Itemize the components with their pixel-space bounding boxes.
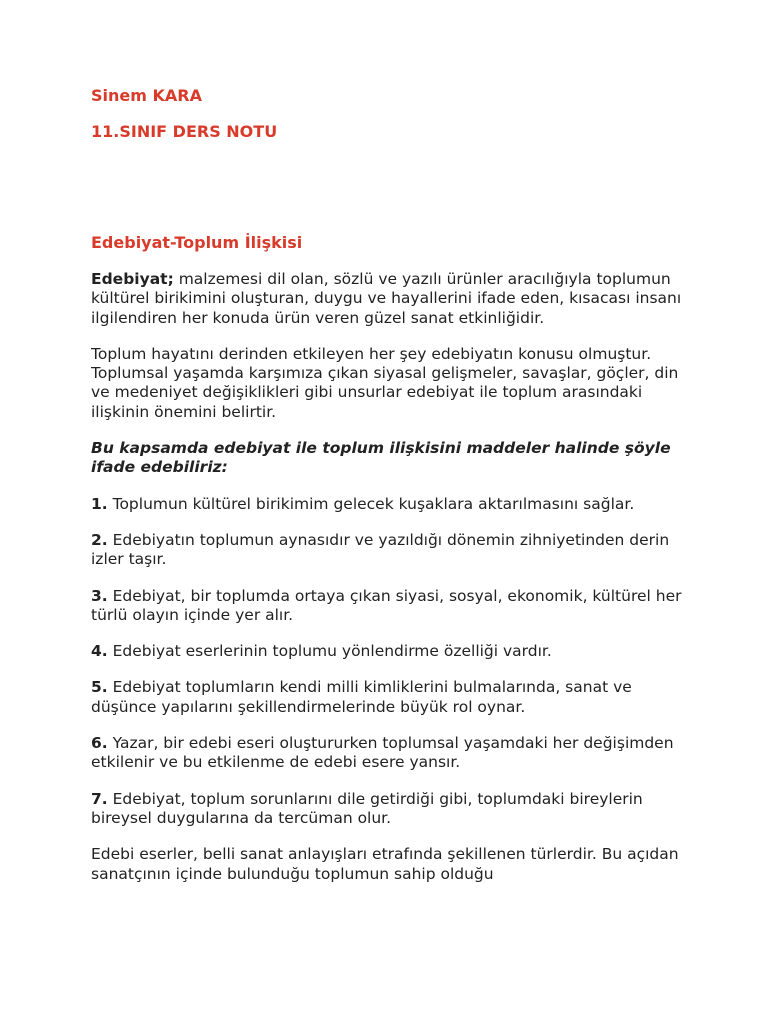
item-text: Toplumun kültürel birikimim gelecek kuşaklara aktarılmasını sağlar.	[107, 494, 635, 513]
item-number: 1.	[91, 494, 108, 513]
item-text: Edebiyat, bir toplumda ortaya çıkan siyasi, sosyal, ekonomik, kültürel her türlü olayın içinde yer alır.	[91, 586, 682, 624]
intro-definition: malzemesi dil olan, sözlü ve yazılı ürünler aracılığıyla toplumun kültürel birikimini oluşturan, duygu ve hayallerini ifade eden, kısacası insanı ilgilendiren her konuda ürün veren güzel sanat etkinliğidir.	[91, 270, 682, 327]
author-name: Sinem KARA	[91, 86, 202, 105]
document-body	[91, 270, 691, 901]
list-item	[91, 790, 691, 829]
list-item	[91, 678, 691, 717]
intro-term: Edebiyat;	[91, 270, 174, 288]
list-item	[91, 734, 691, 773]
list-intro: Bu kapsamda edebiyat ile toplum ilişkisini maddeler halinde şöyle ifade edebiliriz:	[91, 439, 671, 477]
class-note-title: 11.SINIF DERS NOTU	[91, 122, 278, 141]
item-text: Edebiyatın toplumun aynasıdır ve yazıldığı dönemin zihniyetinden derin izler taşır.	[91, 530, 670, 569]
item-text: Yazar, bir edebi eseri oluştururken toplumsal yaşamdaki her değişimden etkilenir ve bu etkilenme de edebi esere yansır.	[91, 734, 674, 772]
item-number: 5.	[91, 678, 108, 697]
item-number: 4.	[91, 642, 108, 661]
item-number: 6.	[91, 734, 108, 753]
closing-paragraph: Edebi eserler, belli sanat anlayışları etrafında şekillenen türlerdir. Bu açıdan sanatçının içinde bulunduğu toplumun sahip olduğu	[91, 845, 679, 883]
list-item	[91, 495, 691, 514]
item-number: 2.	[91, 530, 108, 549]
list-item	[91, 531, 691, 570]
item-text: Edebiyat toplumların kendi milli kimliklerini bulmalarında, sanat ve düşünce yapılarını şekillendirmelerinde büyük rol oynar.	[91, 678, 632, 716]
list-item	[91, 587, 691, 626]
item-number: 3.	[91, 586, 108, 605]
item-number: 7.	[91, 789, 108, 808]
section-title: Edebiyat-Toplum İlişkisi	[91, 233, 303, 252]
paragraph-2: Toplum hayatını derinden etkileyen her şey edebiyatın konusu olmuştur. Toplumsal yaşamda karşımıza çıkan siyasal gelişmeler, savaşlar, göçler, din ve medeniyet değişiklikleri gibi unsurlar edebiyat ile toplum arasındaki ilişkinin önemini belirtir.	[91, 344, 679, 421]
list-item	[91, 642, 691, 661]
intro-paragraph	[91, 270, 691, 328]
item-text: Edebiyat eserlerinin toplumu yönlendirme özelliği vardır.	[107, 642, 552, 661]
item-text: Edebiyat, toplum sorunlarını dile getirdiği gibi, toplumdaki bireylerin bireysel duygularına da tercüman olur.	[91, 789, 643, 827]
